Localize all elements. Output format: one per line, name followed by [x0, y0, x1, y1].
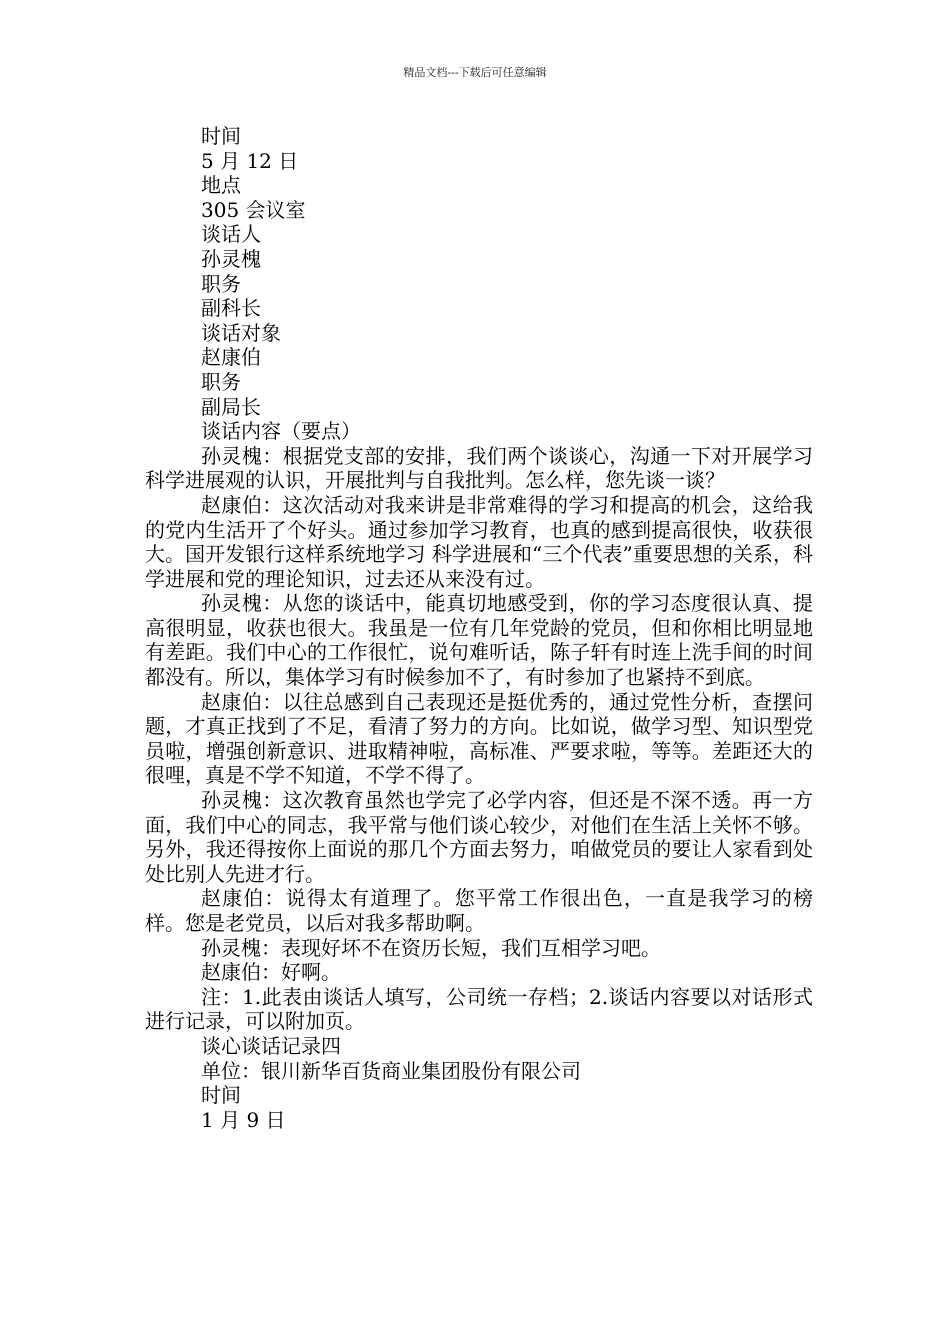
time-value-2: 1 月 9 日 [201, 1107, 286, 1132]
interviewer-title-value: 副科长 [201, 296, 261, 321]
footnote: 注：1.此表由谈话人填写，公司统一存档；2.谈话内容要以对话形式进行记录，可以附加页。 [145, 984, 813, 1034]
dialogue-paragraph: 孙灵槐：表现好坏不在资历长短，我们互相学习吧。 [201, 935, 661, 960]
dialogue-paragraph: 孙灵槐：根据党支部的安排，我们两个谈谈心，沟通一下对开展学习科学进展观的认识，开展批判与自我批判。怎么样，您先谈一谈？ [145, 443, 813, 493]
document-body [145, 124, 813, 1132]
interviewee-title-label: 职务 [201, 369, 241, 394]
interviewee-label: 谈话对象 [201, 320, 281, 345]
interviewer-title-label: 职务 [201, 271, 241, 296]
content-label: 谈话内容（要点） [201, 419, 361, 444]
page-header: 精品文档---下载后可任意编辑 [403, 66, 547, 79]
interviewer-value: 孙灵槐 [201, 246, 261, 271]
unit-line: 单位：银川新华百货商业集团股份有限公司 [201, 1058, 581, 1083]
section-title: 谈心谈话记录四 [201, 1033, 341, 1058]
dialogue-paragraph: 赵康伯：好啊。 [201, 960, 341, 985]
time-label-2: 时间 [201, 1083, 241, 1108]
interviewer-label: 谈话人 [201, 222, 261, 247]
interviewee-title-value: 副局长 [201, 394, 261, 419]
dialogue-paragraph: 孙灵槐：这次教育虽然也学完了必学内容，但还是不深不透。再一方面，我们中心的同志，我平常与他们谈心较少，对他们在生活上关怀不够。另外，我还得按你上面说的那几个方面去努力，咱做党员的要让人家看到处处比别人先进才行。 [145, 788, 813, 886]
place-value: 305 会议室 [201, 197, 306, 222]
dialogue-paragraph: 孙灵槐：从您的谈话中，能真切地感受到，你的学习态度很认真、提高很明显，收获也很大。我虽是一位有几年党龄的党员，但和你相比明显地有差距。我们中心的工作很忙，说句难听话，陈子轩有时连上洗手间的时间都没有。所以，集体学习有时候参加不了，有时参加了也紧持不到底。 [145, 591, 813, 690]
time-label: 时间 [201, 124, 241, 148]
dialogue-paragraph: 赵康伯：说得太有道理了。您平常工作很出色，一直是我学习的榜样。您是老党员，以后对我多帮助啊。 [145, 886, 813, 935]
dialogue-paragraph: 赵康伯：以往总感到自己表现还是挺优秀的，通过党性分析，查摆问题，才真正找到了不足，看清了努力的方向。比如说，做学习型、知识型党员啦，增强创新意识、进取精神啦，高标准、严要求啦，等等。差距还大的很哩，真是不学不知道，不学不得了。 [145, 689, 813, 788]
dialogue-paragraph: 赵康伯：这次活动对我来讲是非常难得的学习和提高的机会，这给我的党内生活开了个好头。通过参加学习教育，也真的感到提高很快，收获很大。国开发银行这样系统地学习 科学进展和“三个代表”重要思想的关系，科学进展和党的理论知识，过去还从来没有过。 [145, 492, 813, 591]
interviewee-value: 赵康伯 [201, 345, 261, 370]
place-label: 地点 [201, 173, 241, 198]
time-value: 5 月 12 日 [201, 148, 299, 173]
